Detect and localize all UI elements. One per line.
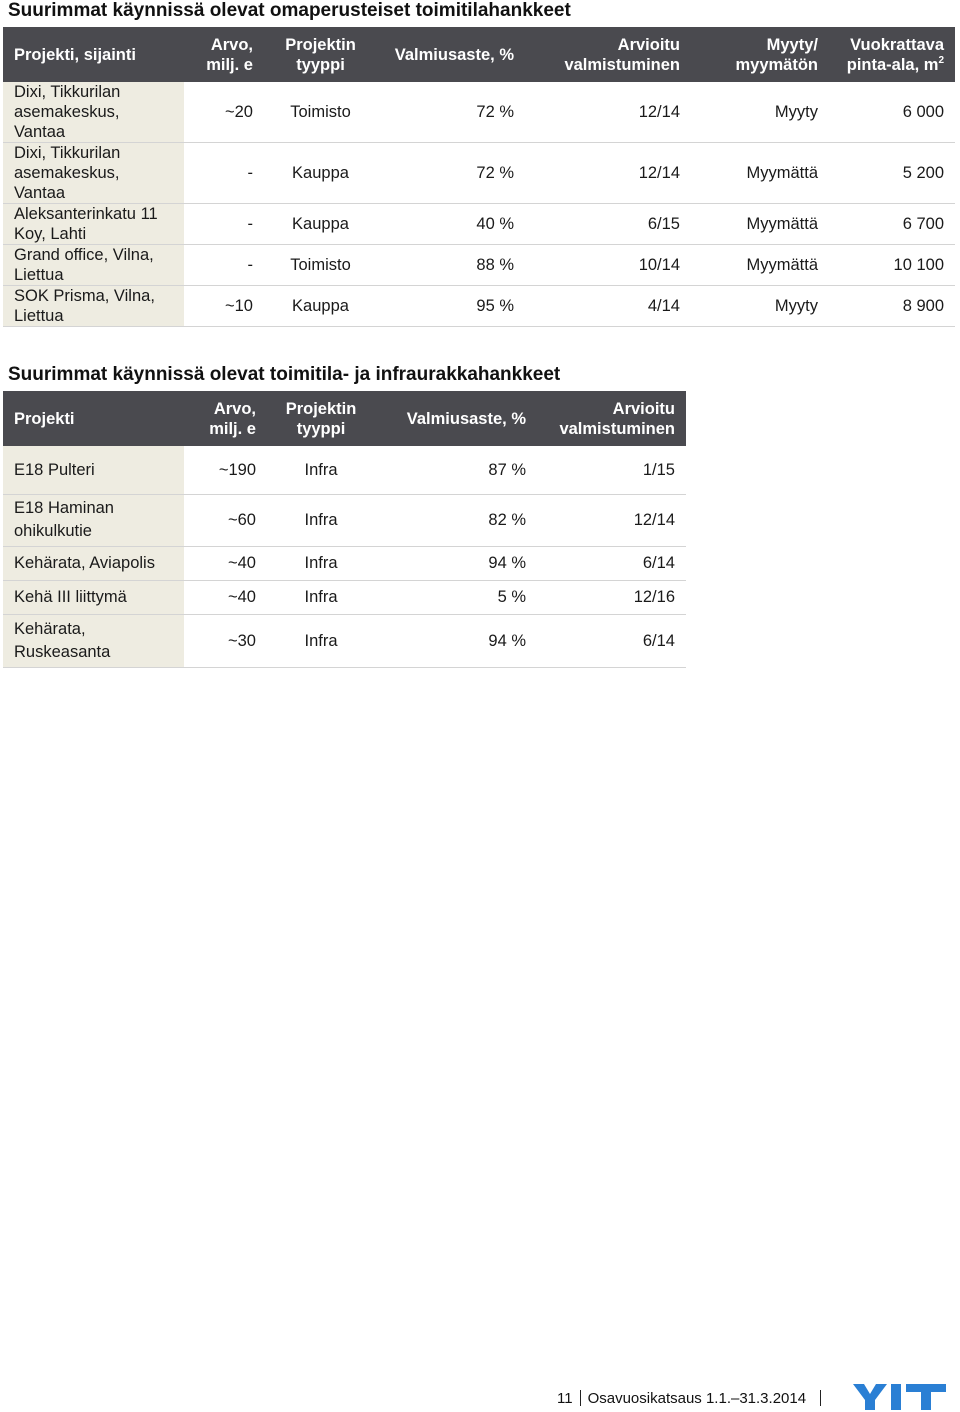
project-line: Aleksanterinkatu 11 xyxy=(14,205,158,223)
cell-value: ~40 xyxy=(184,580,267,614)
table-row xyxy=(3,614,686,667)
table-row xyxy=(3,546,686,580)
col-rentable-unit: pinta-ala, m xyxy=(846,55,939,74)
cell-area: 6 000 xyxy=(829,82,955,143)
cell-value: ~20 xyxy=(184,82,264,143)
col-estimated-line2: valmistuminen xyxy=(559,419,675,438)
cell-value: - xyxy=(184,143,264,204)
project-line: Liettua xyxy=(14,307,64,325)
page-footer xyxy=(557,1386,828,1410)
report-name: Osavuosikatsaus 1.1.–31.3.2014 xyxy=(587,1389,807,1407)
cell-type: Toimisto xyxy=(264,82,377,143)
col-value-line1: Arvo, xyxy=(213,399,256,418)
cell-estimated: 6/14 xyxy=(537,614,686,667)
cell-type: Infra xyxy=(267,446,375,494)
col-estimated xyxy=(525,27,691,82)
own-projects-table xyxy=(3,27,955,327)
cell-value: ~10 xyxy=(184,286,264,327)
col-type-line2: tyyppi xyxy=(296,419,346,438)
cell-estimated: 12/16 xyxy=(537,580,686,614)
cell-completion: 94 % xyxy=(375,546,537,580)
cell-completion: 95 % xyxy=(377,286,525,327)
cell-type: Kauppa xyxy=(264,286,377,327)
cell-estimated: 12/14 xyxy=(537,494,686,546)
cell-completion: 94 % xyxy=(375,614,537,667)
cell-completion: 5 % xyxy=(375,580,537,614)
footer-divider xyxy=(580,1390,581,1406)
table-row xyxy=(3,82,955,143)
cell-project xyxy=(3,580,184,614)
col-estimated-line1: Arvioitu xyxy=(612,399,675,418)
cell-area: 6 700 xyxy=(829,204,955,245)
cell-type: Infra xyxy=(267,580,375,614)
yit-logo xyxy=(853,1382,949,1412)
project-line: Grand office, Vilna, xyxy=(14,246,154,264)
cell-area: 8 900 xyxy=(829,286,955,327)
cell-type: Kauppa xyxy=(264,204,377,245)
cell-completion: 87 % xyxy=(375,446,537,494)
cell-type: Infra xyxy=(267,546,375,580)
table2-title: Suurimmat käynnissä olevat toimitila- ja infraurakkahankkeet xyxy=(8,364,561,385)
project-line: asemakeskus, xyxy=(14,103,120,121)
project-line: Kehärata, xyxy=(14,619,86,638)
cell-sold: Myymättä xyxy=(691,245,829,286)
project-line: Dixi, Tikkurilan xyxy=(14,144,121,162)
cell-value: - xyxy=(184,245,264,286)
table-row xyxy=(3,204,955,245)
cell-project xyxy=(3,546,184,580)
project-line: E18 Pulteri xyxy=(14,460,95,479)
cell-area: 5 200 xyxy=(829,143,955,204)
col-rentable-sup: 2 xyxy=(938,54,944,66)
col-rentable-area xyxy=(829,27,955,82)
table-row xyxy=(3,286,955,327)
table-row xyxy=(3,580,686,614)
project-line: Liettua xyxy=(14,266,64,284)
project-line: Ruskeasanta xyxy=(14,642,111,661)
cell-type: Infra xyxy=(267,494,375,546)
col-rentable-line2 xyxy=(840,55,944,75)
project-line: ohikulkutie xyxy=(14,522,92,540)
col-type-line1: Projektin xyxy=(285,399,357,418)
cell-value: ~190 xyxy=(184,446,267,494)
table-row xyxy=(3,494,686,546)
col-project: Projekti xyxy=(3,391,184,446)
project-line: Vantaa xyxy=(14,184,66,202)
cell-project xyxy=(3,143,184,204)
cell-estimated: 1/15 xyxy=(537,446,686,494)
table-row xyxy=(3,446,686,494)
col-rentable-line1: Vuokrattava xyxy=(850,35,944,54)
project-line: SOK Prisma, Vilna, xyxy=(14,287,155,305)
cell-completion: 40 % xyxy=(377,204,525,245)
col-value-line2: milj. e xyxy=(209,419,256,438)
cell-sold: Myymättä xyxy=(691,143,829,204)
cell-value: ~30 xyxy=(184,614,267,667)
cell-completion: 72 % xyxy=(377,82,525,143)
project-line: Koy, Lahti xyxy=(14,225,87,243)
col-sold xyxy=(691,27,829,82)
cell-area: 10 100 xyxy=(829,245,955,286)
col-completion: Valmiusaste, % xyxy=(377,27,525,82)
cell-project xyxy=(3,446,184,494)
col-estimated-line2: valmistuminen xyxy=(564,55,680,74)
cell-project xyxy=(3,245,184,286)
col-completion: Valmiusaste, % xyxy=(375,391,537,446)
contracting-projects-table xyxy=(3,391,686,668)
cell-project xyxy=(3,614,184,667)
col-type xyxy=(267,391,375,446)
page-number: 11 xyxy=(557,1389,573,1407)
project-line: Dixi, Tikkurilan xyxy=(14,83,121,101)
cell-project xyxy=(3,204,184,245)
col-estimated xyxy=(537,391,686,446)
table-row xyxy=(3,143,955,204)
cell-value: ~60 xyxy=(184,494,267,546)
cell-project xyxy=(3,286,184,327)
cell-completion: 82 % xyxy=(375,494,537,546)
cell-value: ~40 xyxy=(184,546,267,580)
table2-header-row xyxy=(3,391,686,446)
cell-estimated: 4/14 xyxy=(525,286,691,327)
cell-value: - xyxy=(184,204,264,245)
cell-project xyxy=(3,494,184,546)
project-line: asemakeskus, xyxy=(14,164,120,182)
cell-sold: Myyty xyxy=(691,286,829,327)
cell-type: Toimisto xyxy=(264,245,377,286)
col-type-line1: Projektin xyxy=(285,35,356,54)
cell-completion: 72 % xyxy=(377,143,525,204)
col-type xyxy=(264,27,377,82)
col-estimated-line1: Arvioitu xyxy=(617,35,680,54)
cell-type: Infra xyxy=(267,614,375,667)
cell-estimated: 12/14 xyxy=(525,82,691,143)
col-project-location: Projekti, sijainti xyxy=(3,27,184,82)
project-line: Kehä III liittymä xyxy=(14,588,127,606)
cell-estimated: 12/14 xyxy=(525,143,691,204)
cell-sold: Myymättä xyxy=(691,204,829,245)
footer-divider xyxy=(820,1390,821,1406)
cell-completion: 88 % xyxy=(377,245,525,286)
col-type-line2: tyyppi xyxy=(296,55,345,74)
table-row xyxy=(3,245,955,286)
project-line: Vantaa xyxy=(14,123,66,141)
project-line: E18 Haminan xyxy=(14,499,114,517)
col-value xyxy=(184,27,264,82)
col-sold-line2: myymätön xyxy=(735,55,818,74)
table1-header-row xyxy=(3,27,955,82)
col-value-line2: milj. e xyxy=(206,55,253,74)
col-value xyxy=(184,391,267,446)
cell-project xyxy=(3,82,184,143)
cell-estimated: 6/14 xyxy=(537,546,686,580)
table1-title: Suurimmat käynnissä olevat omaperusteiset toimitilahankkeet xyxy=(8,0,571,21)
col-value-line1: Arvo, xyxy=(210,35,253,54)
cell-type: Kauppa xyxy=(264,143,377,204)
col-sold-line1: Myyty/ xyxy=(766,35,818,54)
cell-estimated: 10/14 xyxy=(525,245,691,286)
cell-estimated: 6/15 xyxy=(525,204,691,245)
cell-sold: Myyty xyxy=(691,82,829,143)
project-line: Kehärata, Aviapolis xyxy=(14,554,155,572)
